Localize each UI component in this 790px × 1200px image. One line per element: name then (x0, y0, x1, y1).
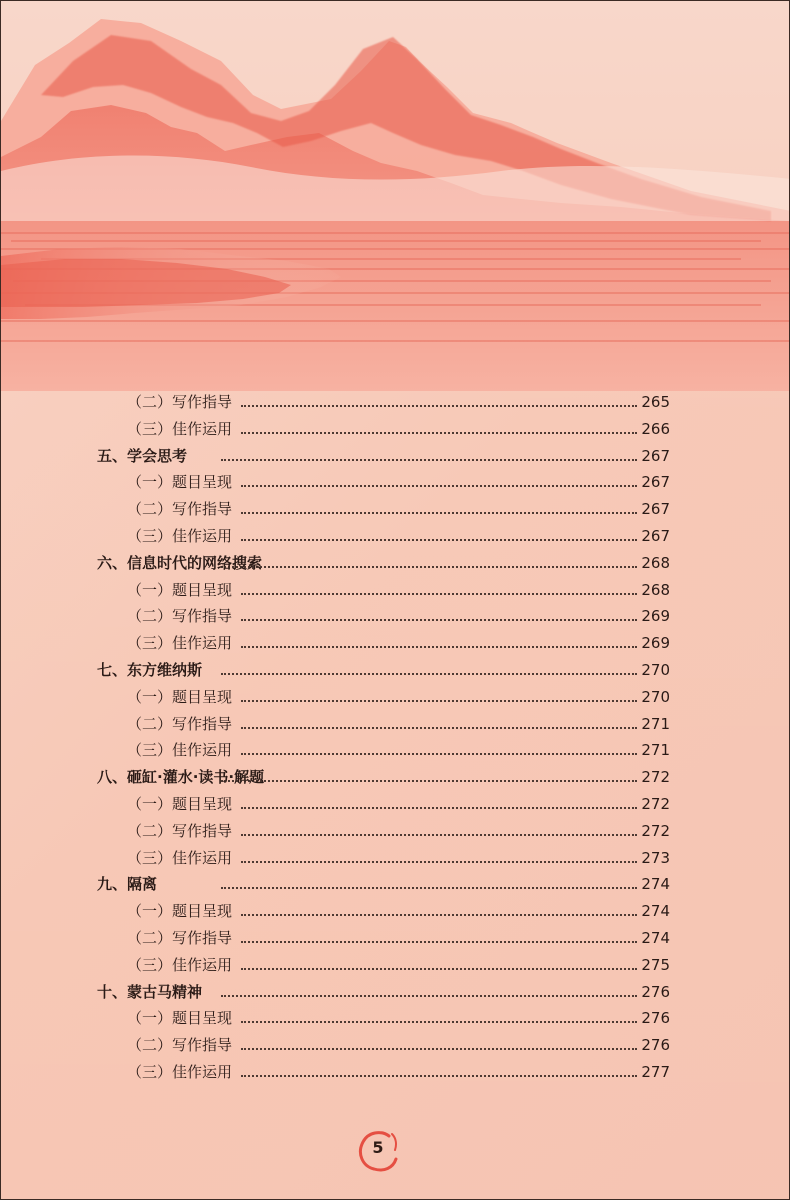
dot-leader (241, 432, 637, 434)
dot-leader (241, 861, 637, 863)
table-of-contents (1, 389, 790, 1086)
toc-entry-title: （一）题目呈现 (127, 1009, 233, 1028)
toc-page-number: 268 (641, 553, 670, 572)
toc-page-number: 268 (641, 580, 670, 599)
dot-leader (241, 1048, 637, 1050)
dot-leader (241, 485, 637, 487)
toc-page-number: 266 (641, 419, 670, 438)
dot-leader (241, 700, 637, 702)
toc-entry[interactable] (1, 711, 790, 738)
toc-page-number: 267 (641, 500, 670, 519)
toc-entry-title: （二）写作指导 (127, 1036, 233, 1055)
dot-leader (241, 593, 637, 595)
toc-page-number: 267 (641, 473, 670, 492)
toc-entry[interactable] (1, 952, 790, 979)
toc-entry[interactable] (1, 818, 790, 845)
toc-entry-title: （一）题目呈现 (127, 794, 233, 813)
dot-leader (241, 405, 637, 407)
toc-page-number: 273 (641, 848, 670, 867)
toc-entry[interactable] (1, 1005, 790, 1032)
toc-page-number: 276 (641, 1009, 670, 1028)
dot-leader (241, 646, 637, 648)
toc-entry-title: （三）佳作运用 (127, 634, 233, 653)
toc-entry-title: （一）题目呈现 (127, 687, 233, 706)
toc-entry-title: 八、砸缸·灌水·读书·解题 (97, 768, 265, 787)
toc-entry-title: （三）佳作运用 (127, 848, 233, 867)
toc-entry-title: （三）佳作运用 (127, 1062, 233, 1081)
page-number: 5 (372, 1138, 384, 1157)
toc-page-number: 269 (641, 607, 670, 626)
toc-entry[interactable] (1, 630, 790, 657)
dot-leader (241, 834, 637, 836)
toc-entry[interactable] (1, 657, 790, 684)
dot-leader (241, 941, 637, 943)
toc-entry[interactable] (1, 443, 790, 470)
dot-leader (241, 512, 637, 514)
dot-leader (241, 727, 637, 729)
toc-entry[interactable] (1, 1059, 790, 1086)
toc-page-number: 275 (641, 955, 670, 974)
toc-entry[interactable] (1, 550, 790, 577)
dot-leader (241, 1075, 637, 1077)
toc-page-number: 270 (641, 687, 670, 706)
toc-entry[interactable] (1, 523, 790, 550)
dot-leader (241, 807, 637, 809)
toc-entry-title: 五、学会思考 (97, 446, 188, 465)
toc-entry-title: （三）佳作运用 (127, 419, 233, 438)
toc-page-number: 267 (641, 526, 670, 545)
toc-entry-title: （二）写作指导 (127, 821, 233, 840)
dot-leader (221, 887, 637, 889)
dot-leader (221, 995, 637, 997)
toc-page-number: 274 (641, 928, 670, 947)
toc-entry[interactable] (1, 389, 790, 416)
toc-page-number: 267 (641, 446, 670, 465)
mountain-lake-illustration (1, 1, 790, 391)
toc-page-number: 269 (641, 634, 670, 653)
toc-entry[interactable] (1, 979, 790, 1006)
toc-page-number: 272 (641, 821, 670, 840)
toc-entry[interactable] (1, 577, 790, 604)
dot-leader (241, 968, 637, 970)
toc-entry[interactable] (1, 791, 790, 818)
page-number-badge (356, 1128, 400, 1172)
dot-leader (241, 539, 637, 541)
toc-page-number: 270 (641, 660, 670, 679)
toc-entry[interactable] (1, 898, 790, 925)
toc-entry-title: （三）佳作运用 (127, 955, 233, 974)
toc-entry-title: 十、蒙古马精神 (97, 982, 203, 1001)
toc-entry-title: 九、隔离 (97, 875, 158, 894)
toc-entry[interactable] (1, 469, 790, 496)
dot-leader (241, 914, 637, 916)
toc-page-number: 271 (641, 741, 670, 760)
toc-page-number: 271 (641, 714, 670, 733)
toc-entry[interactable] (1, 1032, 790, 1059)
toc-entry-title: （二）写作指导 (127, 607, 233, 626)
toc-entry-title: （二）写作指导 (127, 500, 233, 519)
toc-entry[interactable] (1, 764, 790, 791)
toc-page-number: 265 (641, 393, 670, 411)
toc-entry-title: 六、信息时代的网络搜索 (97, 553, 263, 572)
toc-entry-title: （三）佳作运用 (127, 526, 233, 545)
toc-entry[interactable] (1, 416, 790, 443)
toc-entry-title: （三）佳作运用 (127, 741, 233, 760)
dot-leader (241, 619, 637, 621)
toc-entry[interactable] (1, 496, 790, 523)
toc-entry[interactable] (1, 925, 790, 952)
toc-page-number: 277 (641, 1062, 670, 1081)
toc-entry[interactable] (1, 737, 790, 764)
toc-entry[interactable] (1, 845, 790, 872)
dot-leader (221, 566, 637, 568)
toc-page-number: 276 (641, 1036, 670, 1055)
dot-leader (221, 459, 637, 461)
dot-leader (221, 780, 637, 782)
dot-leader (221, 673, 637, 675)
toc-entry-title: （一）题目呈现 (127, 473, 233, 492)
toc-page-number: 274 (641, 875, 670, 894)
toc-page-number: 276 (641, 982, 670, 1001)
toc-page-number: 272 (641, 768, 670, 787)
dot-leader (241, 753, 637, 755)
toc-entry[interactable] (1, 871, 790, 898)
toc-entry[interactable] (1, 684, 790, 711)
toc-entry-title: （二）写作指导 (127, 393, 233, 411)
toc-page-number: 272 (641, 794, 670, 813)
toc-entry-title: （二）写作指导 (127, 714, 233, 733)
toc-entry-title: （一）题目呈现 (127, 580, 233, 599)
dot-leader (241, 1021, 637, 1023)
toc-entry-title: 七、东方维纳斯 (97, 660, 203, 679)
toc-entry-title: （一）题目呈现 (127, 902, 233, 921)
toc-entry-title: （二）写作指导 (127, 928, 233, 947)
toc-page-number: 274 (641, 902, 670, 921)
toc-entry[interactable] (1, 603, 790, 630)
